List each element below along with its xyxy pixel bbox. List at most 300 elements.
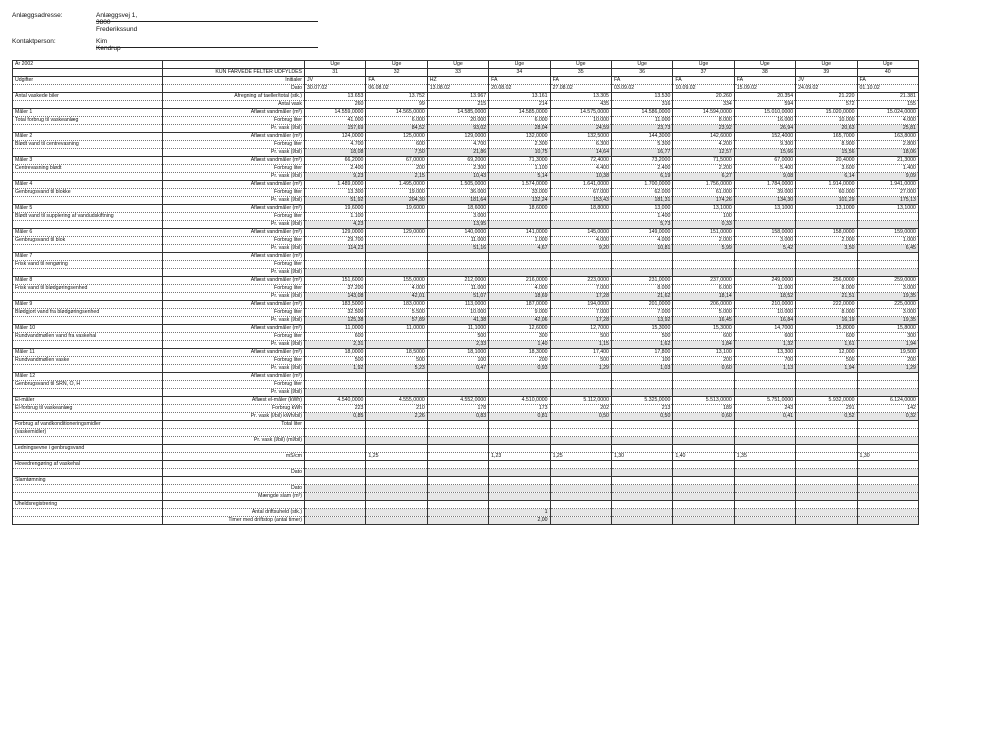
value-cell[interactable]: 20,4000 — [796, 157, 857, 165]
value-cell[interactable]: 1,94 — [857, 341, 918, 349]
value-cell[interactable] — [366, 517, 427, 525]
value-cell[interactable]: 0,93 — [489, 365, 550, 373]
value-cell[interactable]: 17,400 — [550, 349, 611, 357]
value-cell[interactable] — [489, 429, 550, 437]
value-cell[interactable] — [734, 389, 795, 397]
value-cell[interactable]: 67,0000 — [734, 157, 795, 165]
value-cell[interactable]: 1.489,0000 — [305, 181, 366, 189]
value-cell[interactable]: 1,62 — [611, 341, 672, 349]
value-cell[interactable] — [427, 437, 488, 445]
value-cell[interactable]: 12,7000 — [550, 325, 611, 333]
value-cell[interactable] — [857, 509, 918, 517]
value-cell[interactable] — [550, 469, 611, 477]
value-cell[interactable] — [550, 213, 611, 221]
value-cell[interactable]: 71,5000 — [673, 157, 734, 165]
value-cell[interactable] — [305, 485, 366, 493]
value-cell[interactable]: 1,32 — [734, 341, 795, 349]
value-cell[interactable]: 15,66 — [734, 149, 795, 157]
value-cell[interactable]: 0,83 — [427, 413, 488, 421]
value-cell[interactable]: 4.700 — [305, 141, 366, 149]
value-cell[interactable]: 18,8000 — [550, 205, 611, 213]
value-cell[interactable]: 5,14 — [489, 173, 550, 181]
value-cell[interactable] — [489, 461, 550, 469]
value-cell[interactable]: 8.900 — [796, 141, 857, 149]
value-cell[interactable]: 237,0000 — [673, 277, 734, 285]
value-cell[interactable] — [796, 501, 857, 509]
value-cell[interactable]: 0,81 — [489, 413, 550, 421]
value-cell[interactable]: 4.400 — [550, 165, 611, 173]
value-cell[interactable] — [611, 493, 672, 501]
value-cell[interactable] — [857, 221, 918, 229]
value-cell[interactable]: 291 — [796, 405, 857, 413]
value-cell[interactable]: 700 — [734, 357, 795, 365]
value-cell[interactable]: 11,0000 — [305, 325, 366, 333]
value-cell[interactable] — [305, 269, 366, 277]
value-cell[interactable]: 200 — [489, 357, 550, 365]
value-cell[interactable] — [796, 509, 857, 517]
value-cell[interactable]: 18,0000 — [305, 349, 366, 357]
value-cell[interactable]: 5.932,0000 — [796, 397, 857, 405]
value-cell[interactable]: 6.000 — [489, 117, 550, 125]
value-cell[interactable]: 200 — [673, 357, 734, 365]
value-cell[interactable] — [857, 429, 918, 437]
value-cell[interactable] — [611, 269, 672, 277]
value-cell[interactable]: 19,35 — [857, 293, 918, 301]
value-cell[interactable] — [796, 517, 857, 525]
value-cell[interactable] — [796, 453, 857, 461]
value-cell[interactable]: 4.000 — [550, 237, 611, 245]
value-cell[interactable]: 5.325,0000 — [611, 397, 672, 405]
value-cell[interactable] — [489, 485, 550, 493]
value-cell[interactable]: 140,0000 — [427, 229, 488, 237]
value-cell[interactable]: 249,0000 — [734, 277, 795, 285]
value-cell[interactable]: 32.500 — [305, 309, 366, 317]
value-cell[interactable]: 7.000 — [550, 285, 611, 293]
value-cell[interactable] — [734, 269, 795, 277]
value-cell[interactable] — [366, 445, 427, 453]
value-cell[interactable]: 18,69 — [489, 293, 550, 301]
value-cell[interactable]: 28,04 — [489, 125, 550, 133]
value-cell[interactable]: 29.700 — [305, 237, 366, 245]
value-cell[interactable] — [673, 485, 734, 493]
value-cell[interactable]: 1,25 — [550, 453, 611, 461]
value-cell[interactable]: 19,35 — [857, 317, 918, 325]
value-cell[interactable] — [734, 261, 795, 269]
value-cell[interactable] — [611, 517, 672, 525]
value-cell[interactable] — [796, 373, 857, 381]
value-cell[interactable] — [611, 261, 672, 269]
value-cell[interactable]: 1,84 — [673, 341, 734, 349]
value-cell[interactable] — [734, 445, 795, 453]
value-cell[interactable] — [550, 517, 611, 525]
value-cell[interactable] — [611, 381, 672, 389]
value-cell[interactable] — [796, 461, 857, 469]
value-cell[interactable] — [305, 493, 366, 501]
value-cell[interactable]: 18,1000 — [427, 349, 488, 357]
value-cell[interactable]: 1.784,0000 — [734, 181, 795, 189]
value-cell[interactable]: 11,0000 — [366, 325, 427, 333]
value-cell[interactable]: 181,64 — [427, 197, 488, 205]
value-cell[interactable] — [489, 477, 550, 485]
value-cell[interactable] — [366, 213, 427, 221]
value-cell[interactable]: 212,0000 — [427, 277, 488, 285]
value-cell[interactable]: 223 — [305, 405, 366, 413]
value-cell[interactable]: 93,02 — [427, 125, 488, 133]
value-cell[interactable]: 10.000 — [796, 117, 857, 125]
value-cell[interactable]: 1,40 — [489, 341, 550, 349]
value-cell[interactable] — [673, 253, 734, 261]
value-cell[interactable]: 13.300 — [305, 189, 366, 197]
value-cell[interactable] — [427, 429, 488, 437]
value-cell[interactable] — [611, 389, 672, 397]
value-cell[interactable]: 2.800 — [857, 141, 918, 149]
value-cell[interactable] — [305, 469, 366, 477]
value-cell[interactable]: 163,8000 — [857, 133, 918, 141]
value-cell[interactable]: 5,23 — [366, 365, 427, 373]
value-cell[interactable]: 1,35 — [734, 453, 795, 461]
value-cell[interactable] — [489, 389, 550, 397]
value-cell[interactable] — [734, 253, 795, 261]
value-cell[interactable]: 500 — [611, 333, 672, 341]
value-cell[interactable] — [734, 469, 795, 477]
value-cell[interactable]: 27.000 — [857, 189, 918, 197]
value-cell[interactable]: 216,0000 — [489, 277, 550, 285]
value-cell[interactable]: 5.000 — [673, 309, 734, 317]
value-cell[interactable] — [611, 509, 672, 517]
value-cell[interactable]: 206,0000 — [673, 301, 734, 309]
value-cell[interactable]: 183,0000 — [366, 301, 427, 309]
value-cell[interactable] — [427, 253, 488, 261]
value-cell[interactable] — [611, 253, 672, 261]
value-cell[interactable] — [673, 469, 734, 477]
value-cell[interactable]: 1.641,0000 — [550, 181, 611, 189]
value-cell[interactable]: 214 — [489, 101, 550, 109]
value-cell[interactable] — [305, 453, 366, 461]
value-cell[interactable]: 5.112,0000 — [550, 397, 611, 405]
value-cell[interactable] — [734, 213, 795, 221]
value-cell[interactable]: 100 — [673, 213, 734, 221]
value-cell[interactable] — [734, 221, 795, 229]
value-cell[interactable]: 14.585,0000 — [427, 109, 488, 117]
value-cell[interactable]: 215 — [427, 101, 488, 109]
value-cell[interactable]: 99 — [366, 101, 427, 109]
value-cell[interactable]: 157,69 — [305, 125, 366, 133]
value-cell[interactable] — [550, 253, 611, 261]
value-cell[interactable]: 21,51 — [796, 293, 857, 301]
value-cell[interactable] — [673, 269, 734, 277]
value-cell[interactable] — [427, 261, 488, 269]
value-cell[interactable] — [550, 269, 611, 277]
value-cell[interactable]: 13.305 — [550, 93, 611, 101]
value-cell[interactable]: 1.505,0000 — [427, 181, 488, 189]
value-cell[interactable]: 10.000 — [734, 309, 795, 317]
value-cell[interactable] — [305, 437, 366, 445]
value-cell[interactable] — [673, 421, 734, 429]
value-cell[interactable]: 51,92 — [305, 197, 366, 205]
value-cell[interactable] — [305, 421, 366, 429]
value-cell[interactable]: 24,59 — [550, 125, 611, 133]
value-cell[interactable]: 2.300 — [427, 165, 488, 173]
value-cell[interactable] — [673, 381, 734, 389]
value-cell[interactable] — [366, 237, 427, 245]
value-cell[interactable] — [673, 517, 734, 525]
value-cell[interactable] — [550, 429, 611, 437]
value-cell[interactable]: 13.752 — [366, 93, 427, 101]
value-cell[interactable]: 143,08 — [305, 293, 366, 301]
value-cell[interactable] — [857, 501, 918, 509]
value-cell[interactable] — [796, 221, 857, 229]
value-cell[interactable]: 11,1000 — [427, 325, 488, 333]
value-cell[interactable]: 134,30 — [734, 197, 795, 205]
value-cell[interactable]: 1,29 — [857, 365, 918, 373]
value-cell[interactable]: 256,0000 — [796, 277, 857, 285]
value-cell[interactable]: 1,25 — [366, 453, 427, 461]
value-cell[interactable]: 600 — [366, 141, 427, 149]
value-cell[interactable]: 144,3000 — [611, 133, 672, 141]
value-cell[interactable]: 37.200 — [305, 285, 366, 293]
value-cell[interactable]: 14.594,0000 — [673, 109, 734, 117]
value-cell[interactable]: 6.000 — [673, 285, 734, 293]
value-cell[interactable]: 300 — [857, 333, 918, 341]
value-cell[interactable]: 73,2000 — [611, 157, 672, 165]
value-cell[interactable]: 3.000 — [427, 213, 488, 221]
value-cell[interactable]: 5,42 — [734, 245, 795, 253]
value-cell[interactable]: 18,6000 — [489, 205, 550, 213]
value-cell[interactable] — [305, 389, 366, 397]
value-cell[interactable]: 10.000 — [550, 117, 611, 125]
value-cell[interactable] — [857, 461, 918, 469]
value-cell[interactable]: 1.914,0000 — [796, 181, 857, 189]
value-cell[interactable]: 201,0000 — [611, 301, 672, 309]
value-cell[interactable]: 178 — [427, 405, 488, 413]
value-cell[interactable]: 4.552,0000 — [427, 397, 488, 405]
value-cell[interactable]: 6.124,0000 — [857, 397, 918, 405]
value-cell[interactable] — [489, 469, 550, 477]
value-cell[interactable] — [734, 373, 795, 381]
value-cell[interactable]: 13,300 — [734, 349, 795, 357]
value-cell[interactable]: 129,0000 — [366, 229, 427, 237]
value-cell[interactable] — [734, 461, 795, 469]
value-cell[interactable] — [796, 429, 857, 437]
value-cell[interactable]: 9,23 — [305, 173, 366, 181]
value-cell[interactable]: 1,03 — [611, 365, 672, 373]
value-cell[interactable]: 210 — [366, 405, 427, 413]
value-cell[interactable]: 4.555,0000 — [366, 397, 427, 405]
value-cell[interactable] — [734, 477, 795, 485]
value-cell[interactable]: 181,31 — [611, 197, 672, 205]
value-cell[interactable]: 1.100 — [305, 213, 366, 221]
value-cell[interactable] — [427, 453, 488, 461]
value-cell[interactable]: 600 — [734, 333, 795, 341]
value-cell[interactable]: 1,94 — [796, 365, 857, 373]
value-cell[interactable]: 10,75 — [489, 149, 550, 157]
value-cell[interactable] — [857, 469, 918, 477]
value-cell[interactable] — [489, 493, 550, 501]
value-cell[interactable] — [857, 373, 918, 381]
value-cell[interactable]: 12,6000 — [489, 325, 550, 333]
value-cell[interactable] — [796, 493, 857, 501]
value-cell[interactable]: 67,0000 — [366, 157, 427, 165]
value-cell[interactable]: 13,95 — [427, 221, 488, 229]
value-cell[interactable] — [550, 381, 611, 389]
value-cell[interactable]: 155,0000 — [366, 277, 427, 285]
value-cell[interactable]: 15.020,0000 — [796, 109, 857, 117]
value-cell[interactable] — [857, 381, 918, 389]
value-cell[interactable]: 145,0000 — [550, 229, 611, 237]
value-cell[interactable] — [550, 389, 611, 397]
value-cell[interactable] — [366, 429, 427, 437]
value-cell[interactable]: 1,92 — [305, 365, 366, 373]
value-cell[interactable] — [427, 389, 488, 397]
value-cell[interactable]: 5.300 — [611, 141, 672, 149]
value-cell[interactable]: 51,07 — [427, 293, 488, 301]
value-cell[interactable] — [305, 429, 366, 437]
value-cell[interactable] — [796, 445, 857, 453]
value-cell[interactable]: 15,8000 — [796, 325, 857, 333]
value-cell[interactable]: 124,0000 — [305, 133, 366, 141]
value-cell[interactable] — [305, 461, 366, 469]
value-cell[interactable]: 1.000 — [857, 237, 918, 245]
value-cell[interactable] — [673, 477, 734, 485]
value-cell[interactable] — [611, 461, 672, 469]
value-cell[interactable]: 151,6000 — [305, 277, 366, 285]
value-cell[interactable]: 21,86 — [427, 149, 488, 157]
value-cell[interactable] — [489, 445, 550, 453]
value-cell[interactable]: 0,52 — [796, 413, 857, 421]
value-cell[interactable] — [305, 445, 366, 453]
value-cell[interactable]: 187,0000 — [489, 301, 550, 309]
value-cell[interactable]: 13,1000 — [673, 205, 734, 213]
value-cell[interactable]: 36.000 — [427, 189, 488, 197]
value-cell[interactable]: 1.400 — [611, 213, 672, 221]
value-cell[interactable]: 71,3000 — [489, 157, 550, 165]
value-cell[interactable]: 1,30 — [857, 453, 918, 461]
value-cell[interactable]: 19.000 — [366, 189, 427, 197]
value-cell[interactable] — [611, 445, 672, 453]
value-cell[interactable]: 21.381 — [857, 93, 918, 101]
value-cell[interactable]: 1,40 — [673, 453, 734, 461]
value-cell[interactable] — [550, 493, 611, 501]
value-cell[interactable]: 21,62 — [611, 293, 672, 301]
value-cell[interactable]: 5,99 — [673, 245, 734, 253]
value-cell[interactable]: 72,4000 — [550, 157, 611, 165]
value-cell[interactable]: 62.000 — [611, 189, 672, 197]
value-cell[interactable]: 173 — [489, 405, 550, 413]
value-cell[interactable]: 9,20 — [550, 245, 611, 253]
value-cell[interactable] — [427, 493, 488, 501]
value-cell[interactable]: 61.000 — [673, 189, 734, 197]
value-cell[interactable] — [611, 477, 672, 485]
value-cell[interactable]: 9.300 — [734, 141, 795, 149]
value-cell[interactable]: 21,3000 — [857, 157, 918, 165]
value-cell[interactable]: 4.540,0000 — [305, 397, 366, 405]
value-cell[interactable]: 20.354 — [734, 93, 795, 101]
value-cell[interactable]: 20.260 — [673, 93, 734, 101]
value-cell[interactable] — [857, 421, 918, 429]
value-cell[interactable] — [796, 477, 857, 485]
value-cell[interactable] — [305, 517, 366, 525]
value-cell[interactable]: 26,94 — [734, 125, 795, 133]
value-cell[interactable] — [489, 213, 550, 221]
value-cell[interactable] — [366, 389, 427, 397]
value-cell[interactable] — [366, 493, 427, 501]
value-cell[interactable] — [550, 461, 611, 469]
value-cell[interactable]: 1,13 — [734, 365, 795, 373]
value-cell[interactable]: 158,0000 — [796, 229, 857, 237]
value-cell[interactable]: 16,19 — [796, 317, 857, 325]
value-cell[interactable]: 129,0000 — [427, 133, 488, 141]
value-cell[interactable]: 0,60 — [673, 413, 734, 421]
value-cell[interactable] — [305, 373, 366, 381]
value-cell[interactable]: 0,41 — [734, 413, 795, 421]
value-cell[interactable] — [857, 493, 918, 501]
value-cell[interactable]: 129,0000 — [305, 229, 366, 237]
value-cell[interactable]: 500 — [796, 357, 857, 365]
value-cell[interactable]: 69,2000 — [427, 157, 488, 165]
value-cell[interactable] — [489, 501, 550, 509]
value-cell[interactable]: 210,0000 — [734, 301, 795, 309]
value-cell[interactable] — [305, 501, 366, 509]
value-cell[interactable]: 113,0000 — [427, 301, 488, 309]
value-cell[interactable]: 1,15 — [550, 341, 611, 349]
value-cell[interactable]: 21.220 — [796, 93, 857, 101]
value-cell[interactable]: 141,0000 — [489, 229, 550, 237]
value-cell[interactable]: 2.300 — [489, 141, 550, 149]
value-cell[interactable]: 114,23 — [305, 245, 366, 253]
value-cell[interactable] — [673, 373, 734, 381]
value-cell[interactable]: 6.300 — [550, 141, 611, 149]
value-cell[interactable]: 14.585,0000 — [489, 109, 550, 117]
value-cell[interactable] — [427, 509, 488, 517]
value-cell[interactable] — [366, 253, 427, 261]
value-cell[interactable] — [673, 493, 734, 501]
value-cell[interactable] — [550, 485, 611, 493]
value-cell[interactable]: 5.500 — [366, 309, 427, 317]
value-cell[interactable]: 0,85 — [305, 413, 366, 421]
value-cell[interactable]: 4.200 — [673, 141, 734, 149]
value-cell[interactable] — [550, 373, 611, 381]
value-cell[interactable]: 13.653 — [305, 93, 366, 101]
value-cell[interactable]: 500 — [550, 357, 611, 365]
value-cell[interactable] — [366, 245, 427, 253]
value-cell[interactable]: 2.200 — [673, 165, 734, 173]
value-cell[interactable] — [673, 445, 734, 453]
value-cell[interactable] — [673, 461, 734, 469]
value-cell[interactable]: 14.575,0000 — [550, 109, 611, 117]
value-cell[interactable] — [489, 373, 550, 381]
value-cell[interactable] — [550, 445, 611, 453]
value-cell[interactable]: 259,0000 — [857, 277, 918, 285]
value-cell[interactable] — [796, 469, 857, 477]
value-cell[interactable] — [366, 509, 427, 517]
value-cell[interactable] — [673, 501, 734, 509]
value-cell[interactable]: 2.400 — [305, 165, 366, 173]
value-cell[interactable]: 4,67 — [489, 245, 550, 253]
value-cell[interactable] — [611, 501, 672, 509]
value-cell[interactable]: 51,16 — [427, 245, 488, 253]
value-cell[interactable]: 132,0000 — [489, 133, 550, 141]
value-cell[interactable]: 60.000 — [796, 189, 857, 197]
value-cell[interactable]: 67.000 — [550, 189, 611, 197]
value-cell[interactable] — [366, 221, 427, 229]
value-cell[interactable]: 600 — [305, 333, 366, 341]
value-cell[interactable]: 6,19 — [611, 173, 672, 181]
value-cell[interactable]: 18,06 — [857, 149, 918, 157]
value-cell[interactable]: 14.559,0000 — [305, 109, 366, 117]
value-cell[interactable] — [366, 373, 427, 381]
value-cell[interactable]: 16,84 — [734, 317, 795, 325]
value-cell[interactable] — [550, 501, 611, 509]
